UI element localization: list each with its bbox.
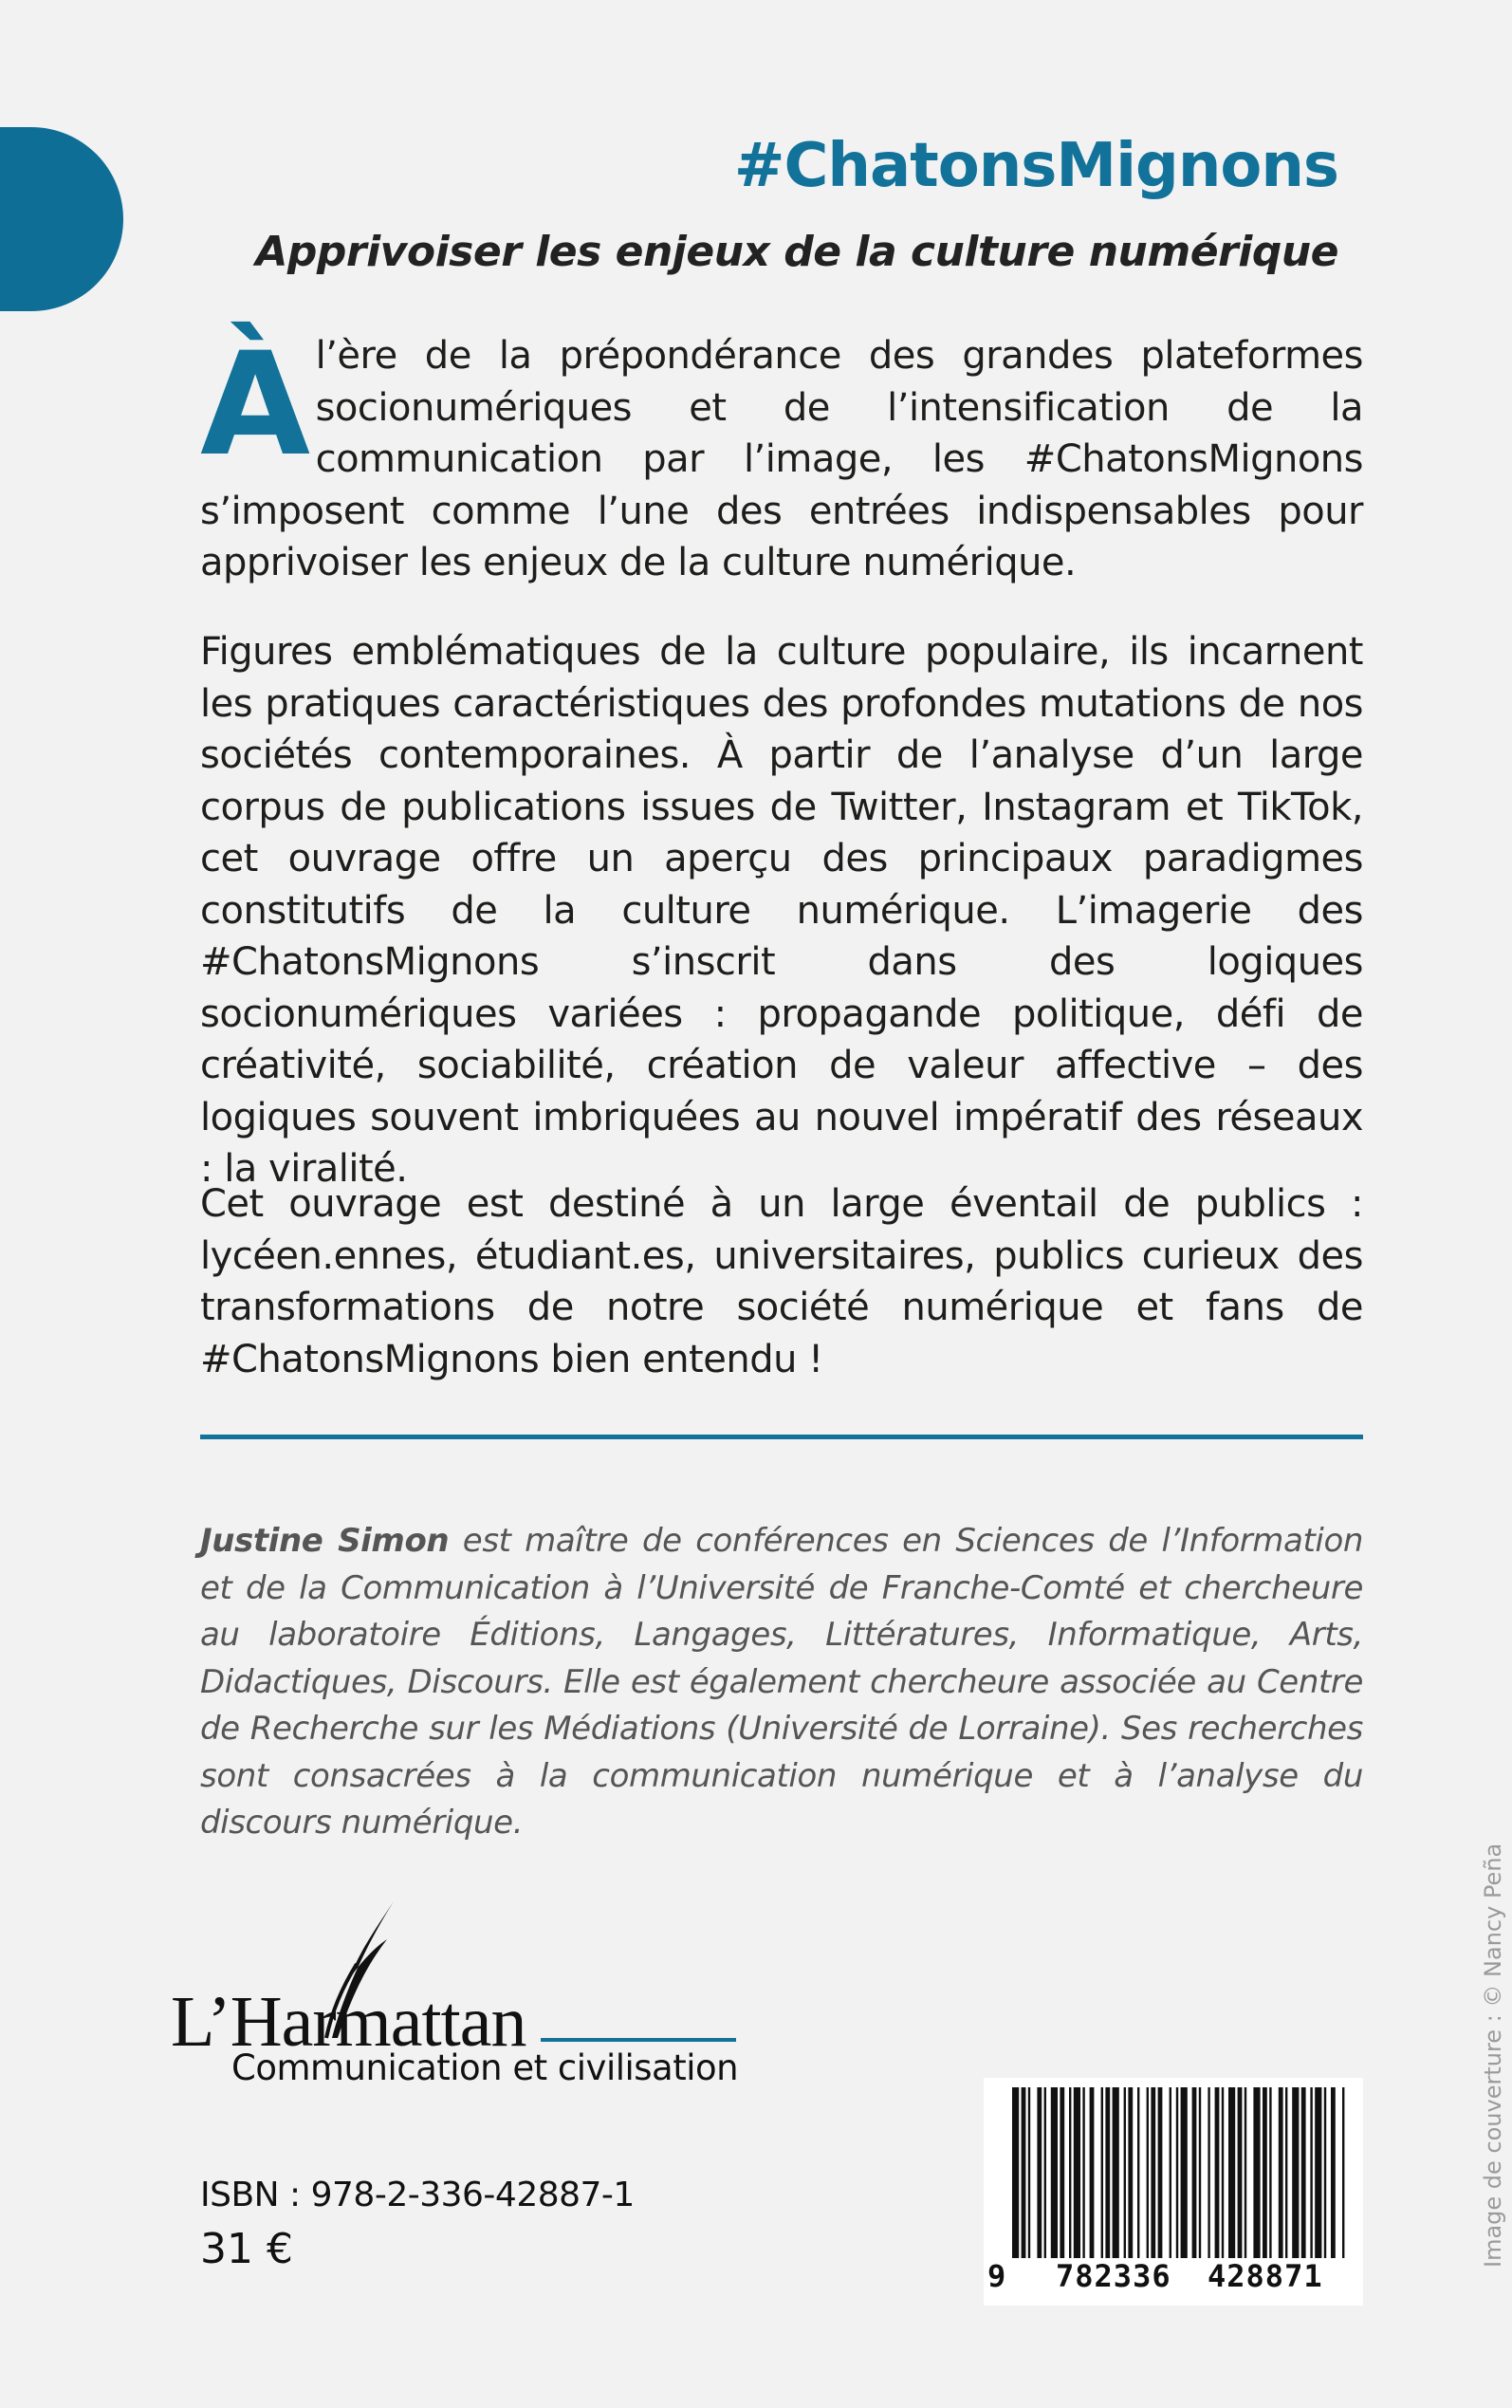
barcode-bar: [1253, 2087, 1260, 2258]
barcode-bar: [1331, 2087, 1336, 2258]
barcode-first-digit: 9: [987, 2258, 1006, 2294]
barcode-bar: [1128, 2087, 1133, 2258]
price: 31 €: [200, 2225, 293, 2273]
publisher-block: [171, 1898, 759, 2097]
barcode-bar: [1151, 2087, 1155, 2258]
barcode-bar: [1147, 2087, 1149, 2258]
barcode-bar: [1105, 2087, 1110, 2258]
book-subtitle: Apprivoiser les enjeux de la culture numérique: [255, 228, 1338, 276]
barcode-bar: [1215, 2087, 1220, 2258]
barcode: [984, 2078, 1363, 2306]
barcode-bar: [1292, 2087, 1299, 2258]
publisher-logo: L’Harmattan: [171, 1982, 526, 2062]
barcode-bar: [1037, 2087, 1042, 2258]
barcode-bar: [1051, 2087, 1058, 2258]
barcode-bar: [1238, 2087, 1243, 2258]
barcode-bars: [984, 2078, 1363, 2268]
barcode-bar: [1069, 2087, 1071, 2258]
barcode-bar: [1279, 2087, 1283, 2258]
barcode-bar: [1158, 2087, 1163, 2258]
barcode-bar: [1124, 2087, 1126, 2258]
barcode-bar: [1181, 2087, 1188, 2258]
barcode-bar: [1137, 2087, 1139, 2258]
barcode-bar: [1074, 2087, 1080, 2258]
barcode-bar: [1222, 2087, 1224, 2258]
barcode-bar: [1012, 2087, 1019, 2258]
barcode-bar: [1101, 2087, 1103, 2258]
barcode-bar: [1044, 2087, 1046, 2258]
isbn: ISBN : 978-2-336-42887-1: [200, 2176, 635, 2214]
barcode-bar: [1342, 2087, 1344, 2258]
intro-paragraph: [200, 323, 1363, 589]
barcode-bar: [1245, 2087, 1246, 2258]
barcode-bar: [1301, 2087, 1306, 2258]
barcode-bar: [1285, 2087, 1287, 2258]
barcode-bar: [1170, 2087, 1171, 2258]
barcode-bar: [1228, 2087, 1235, 2258]
barcode-bar: [1113, 2087, 1119, 2258]
barcode-right-group: 428871: [1208, 2258, 1323, 2294]
barcode-bar: [1269, 2087, 1271, 2258]
barcode-bar: [1315, 2087, 1321, 2258]
barcode-bar: [1192, 2087, 1197, 2258]
barcode-bar: [1060, 2087, 1064, 2258]
barcode-bar: [1324, 2087, 1326, 2258]
barcode-bar: [1199, 2087, 1201, 2258]
barcode-bar: [1176, 2087, 1178, 2258]
barcode-bar: [1263, 2087, 1267, 2258]
barcode-bar: [1208, 2087, 1209, 2258]
audience-paragraph: Cet ouvrage est destiné à un large éventail de publics : lycéen.ennes, étudiant.es, universitaires, publics curieux des transformations de notre société numérique et fans de #ChatonsMignons bien entendu !: [200, 1182, 1363, 1381]
drop-cap: À: [200, 323, 310, 488]
intro-paragraph-text: l’ère de la prépondérance des grandes plateformes socionumériques et de l’intensification de la communication par l’image, les #ChatonsMignons s’imposent comme l’une des entrées indispensables pour apprivoiser les enjeux de la culture numérique.: [200, 334, 1363, 584]
barcode-bar: [1310, 2087, 1312, 2258]
author-bio: [200, 1518, 1363, 1847]
book-title: #ChatonsMignons: [733, 131, 1338, 201]
barcode-bar: [1022, 2087, 1026, 2258]
logo-underline: [541, 2038, 736, 2042]
description-paragraph: Figures emblématiques de la culture populaire, ils incarnent les pratiques caractéristiques des profondes mutations de nos sociétés contemporaines. À partir de l’analyse d’un large corpus de publications issues de Twitter, Instagram et TikTok, cet ouvrage offre un aperçu des principaux paradigmes constitutifs de la culture numérique. L’imagerie des #ChatonsMignons s’inscrit dans des logiques socionumériques variées : propagande politique, défi de créativité, sociabilité, création de valeur affective – des logiques souvent imbriquées au nouvel impératif des réseaux : la viralité.: [200, 630, 1363, 1191]
section-divider: [200, 1435, 1363, 1439]
author-bio-text: est maître de conférences en Sciences de l’Information et de la Communication à l’Université de Franche-Comté et chercheure au laboratoire Éditions, Langages, Littératures, Informatique, Arts, Didactiques, Discours. Elle est également chercheure associée au Centre de Recherche sur les Médiations (Université de Lorraine). Ses recherches sont consacrées à la communication numérique et à l’analyse du discours numérique.: [200, 1522, 1363, 1842]
barcode-bar: [1090, 2087, 1095, 2258]
cover-image-credit: Image de couverture : © Nancy Peña: [1480, 1843, 1506, 2268]
barcode-left-group: 782336: [1056, 2258, 1171, 2294]
author-name: Justine Simon: [200, 1522, 450, 1560]
collection-name: Communication et civilisation: [231, 2047, 739, 2088]
accent-tab: [0, 127, 123, 311]
barcode-bar: [1028, 2087, 1030, 2258]
barcode-bar: [1082, 2087, 1084, 2258]
